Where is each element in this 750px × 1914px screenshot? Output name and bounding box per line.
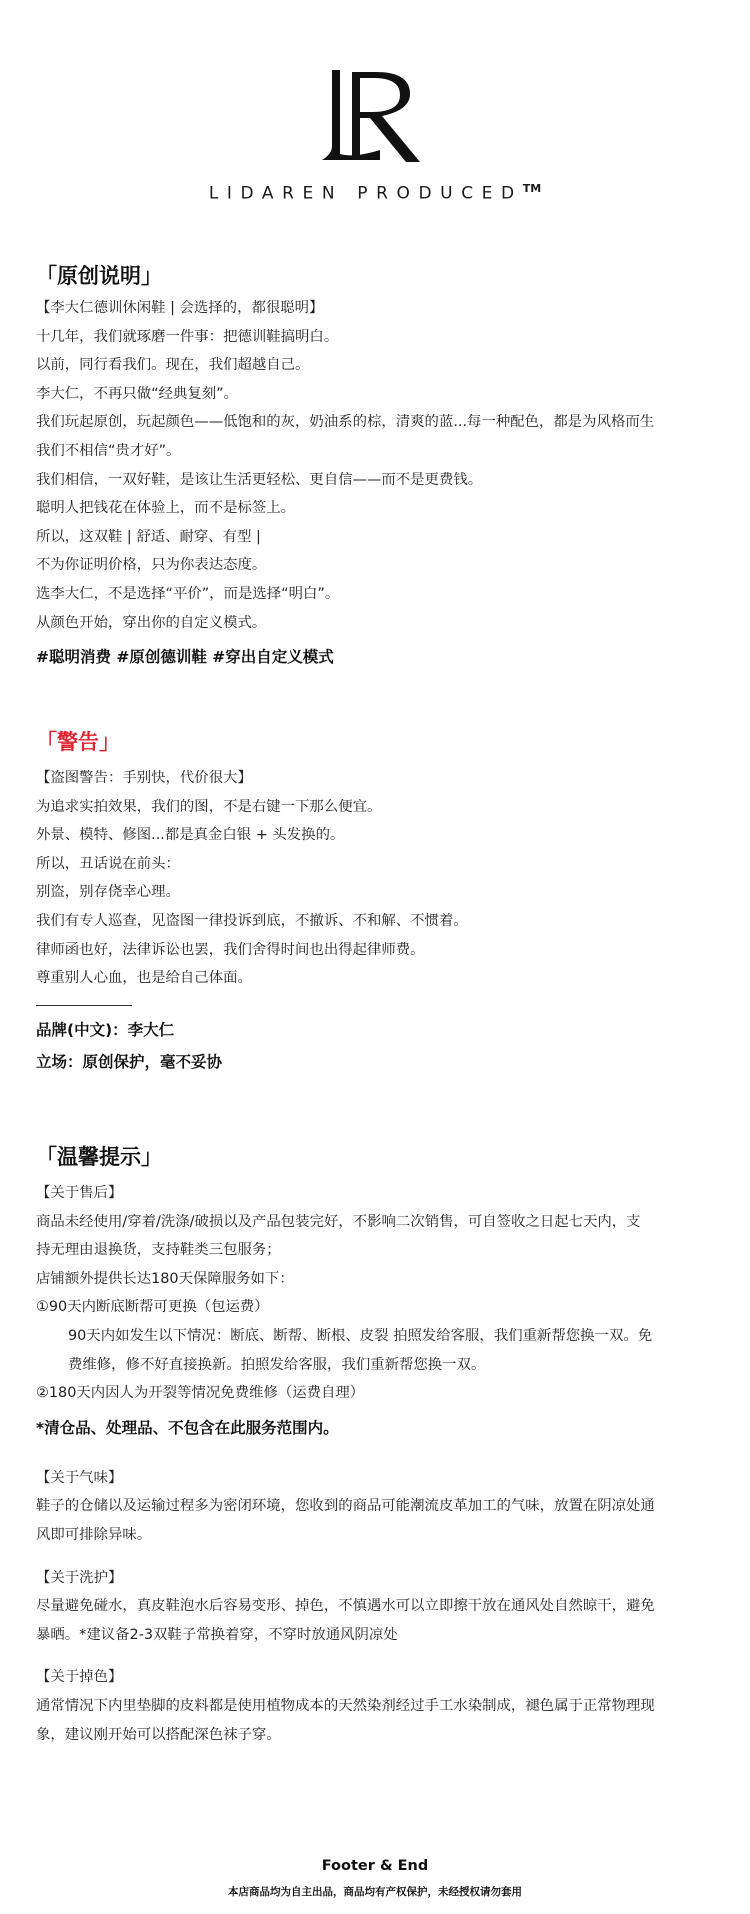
odor-heading: 【关于气味】 <box>36 1469 123 1486</box>
warning-line: 律师函也好，法律诉讼也罢，我们舍得时间也出得起律师费。 <box>36 941 425 958</box>
warning-line: 为追求实拍效果，我们的图，不是右键一下那么便宜。 <box>36 798 382 815</box>
service-item-180-days: ②180天内因人为开裂等情况免费维修（运费自理） <box>36 1385 365 1402</box>
warning-title: 「警告」 <box>36 730 120 754</box>
original-line: 不为你证明价格，只为你表达态度。 <box>36 557 267 574</box>
fade-line: 通常情况下内里垫脚的皮料都是使用植物成本的天然染剂经过手工水染制成，褪色属于正常物理现 <box>36 1697 655 1714</box>
brand-logo <box>0 66 750 166</box>
original-line: 李大仁，不再只做“经典复刻”。 <box>36 385 238 402</box>
divider <box>36 1005 132 1006</box>
warning-line: 尊重别人心血，也是给自己体面。 <box>36 970 252 987</box>
aftersale-line: 店铺额外提供长达180天保障服务如下： <box>36 1270 294 1287</box>
service-exclusion-note: *清仓品、处理品、不包含在此服务范围内。 <box>36 1418 339 1437</box>
hashtags: #聪明消费 #原创德训鞋 #穿出自定义模式 <box>36 648 334 667</box>
aftersale-line: 持无理由退换货，支持鞋类三包服务； <box>36 1242 281 1259</box>
original-line: 我们相信，一双好鞋，是该让生活更轻松、更自信——而不是更费钱。 <box>36 471 483 488</box>
warning-line: 外景、模特、修图...都是真金白银 + 头发换的。 <box>36 827 345 844</box>
lr-monogram-logo-icon <box>310 66 440 166</box>
original-line: 选李大仁，不是选择“平价”，而是选择“明白”。 <box>36 585 340 602</box>
warning-line: 所以，丑话说在前头： <box>36 855 180 872</box>
service-item-90-days: ①90天内断底断帮可更换（包运费） <box>36 1299 269 1316</box>
odor-line: 风即可排除异味。 <box>36 1526 152 1543</box>
original-line: 我们玩起原创，玩起颜色——低饱和的灰，奶油系的棕，清爽的蓝...每一种配色，都是为风格而生 <box>36 414 655 431</box>
original-line: 以前，同行看我们。现在，我们超越自己。 <box>36 357 310 374</box>
brand-name <box>0 182 750 204</box>
stance-line: 立场：原创保护，毫不妥协 <box>36 1052 223 1071</box>
original-title: 「原创说明」 <box>36 264 162 288</box>
original-line: 【李大仁德训休闲鞋 | 会选择的，都很聪明】 <box>36 300 324 316</box>
warning-section <box>36 727 720 1076</box>
warning-line: 别盗，别存侥幸心理。 <box>36 884 180 901</box>
odor-line: 鞋子的仓储以及运输过程多为密闭环境，您收到的商品可能潮流皮革加工的气味，放置在阴凉处通 <box>36 1498 655 1515</box>
service-item-detail: 费维修，修不好直接换新。拍照发给客服，我们重新帮您换一双。 <box>68 1356 486 1373</box>
fade-heading: 【关于掉色】 <box>36 1669 123 1686</box>
original-line: 所以，这双鞋 | 舒适、耐穿、有型 | <box>36 528 261 545</box>
care-heading: 【关于洗护】 <box>36 1569 123 1586</box>
brand-chinese-line: 品牌(中文)：李大仁 <box>36 1020 175 1039</box>
fade-line: 象，建议刚开始可以搭配深色袜子穿。 <box>36 1726 281 1743</box>
care-line: 暴晒。*建议备2-3双鞋子常换着穿，不穿时放通风阴凉处 <box>36 1626 398 1643</box>
footer-title: Footer & End <box>321 1858 429 1874</box>
service-item-detail: 90天内如发生以下情况：断底、断帮、断根、皮裂 拍照发给客服，我们重新帮您换一双。免 <box>68 1327 653 1344</box>
original-line: 十几年，我们就琢磨一件事：把德训鞋搞明白。 <box>36 328 339 345</box>
warning-line: 我们有专人巡查，见盗图一律投诉到底，不撤诉、不和解、不惯着。 <box>36 912 468 929</box>
tips-section <box>36 1142 720 1749</box>
aftersale-heading: 【关于售后】 <box>36 1185 123 1201</box>
brand-name-text: LIDAREN PRODUCED <box>208 183 523 204</box>
care-line: 尽量避免碰水，真皮鞋泡水后容易变形、掉色，不慎遇水可以立即擦干放在通风处自然晾干，避免 <box>36 1598 655 1615</box>
original-statement-section <box>36 261 720 671</box>
original-line: 我们不相信“贵才好”。 <box>36 442 181 459</box>
footer-note: 本店商品均为自主出品，商品均有产权保护，未经授权请勿套用 <box>228 1886 522 1898</box>
trademark-mark: TM <box>522 182 542 195</box>
warning-line: 【盗图警告：手别快，代价很大】 <box>36 770 252 786</box>
tips-title: 「温馨提示」 <box>36 1145 162 1169</box>
original-line: 从颜色开始，穿出你的自定义模式。 <box>36 614 267 631</box>
aftersale-line: 商品未经使用/穿着/洗涤/破损以及产品包装完好，不影响二次销售，可自签收之日起七天内，支 <box>36 1213 641 1230</box>
original-line: 聪明人把钱花在体验上，而不是标签上。 <box>36 500 296 517</box>
